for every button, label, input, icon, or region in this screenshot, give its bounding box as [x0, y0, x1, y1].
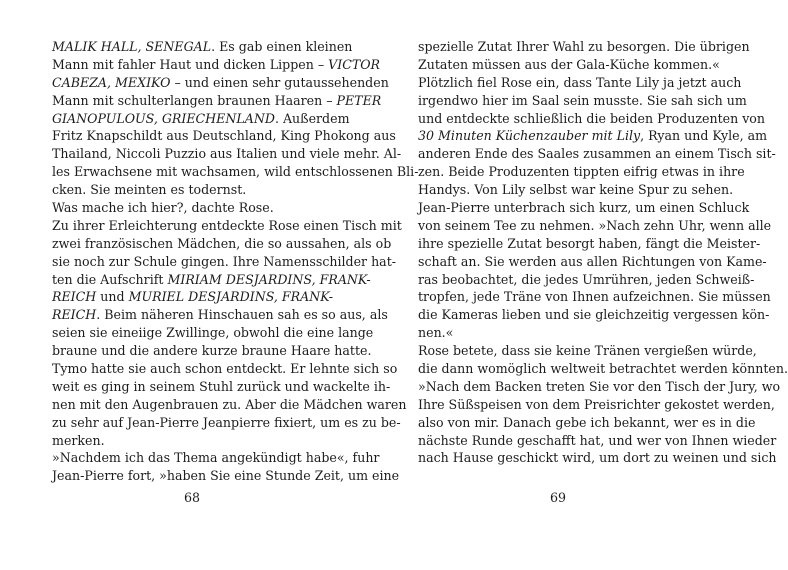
text-line: irgendwo hier im Saal sein musste. Sie sah sich um [418, 92, 747, 108]
text-line: von seinem Tee zu nehmen. »Nach zehn Uhr, wenn alle [418, 217, 772, 233]
text-line: Plötzlich fiel Rose ein, dass Tante Lily ja jetzt auch [418, 74, 742, 90]
text-line: braune und die andere kurze braune Haare hatte. [52, 343, 372, 359]
text-line: REICH. Beim näheren Hinschauen sah es so aus, als [52, 307, 388, 323]
text-line: ten die Aufschrift MIRIAM DESJARDINS, FRANK- [52, 271, 371, 287]
text-line: zu sehr auf Jean-Pierre Jeanpierre fixiert, um es zu be- [52, 414, 401, 430]
text-line: ras beobachtet, die jedes Umrühren, jeden Schweiß- [418, 271, 755, 287]
left-page-text [52, 38, 419, 485]
left-page-number: 68 [183, 490, 201, 505]
text-line: Mann mit fahler Haut und dicken Lippen – VICTOR [52, 56, 381, 72]
text-line: GIANOPULOUS, GRIECHENLAND. Außerdem [52, 110, 350, 126]
right-page-text [418, 38, 788, 467]
text-line: Jean-Pierre fort, »haben Sie eine Stunde Zeit, um eine [52, 468, 400, 484]
text-line: MALIK HALL, SENEGAL. Es gab einen kleinen [52, 39, 353, 54]
text-line: anderen Ende des Saales zusammen an einem Tisch sit- [418, 146, 776, 162]
text-line: Was mache ich hier?, dachte Rose. [52, 200, 274, 216]
text-line: nächste Runde geschafft hat, und wer von Ihnen wieder [418, 432, 777, 448]
text-line: nach Hause geschickt wird, um dort zu weinen und sich [418, 450, 777, 466]
right-page-number: 69 [549, 490, 567, 505]
text-line: Mann mit schulterlangen braunen Haaren – PETER [52, 92, 382, 108]
text-line: Zu ihrer Erleichterung entdeckte Rose einen Tisch mit [52, 217, 402, 233]
text-line: 30 Minuten Küchenzauber mit Lily, Ryan und Kyle, am [418, 128, 768, 144]
text-line: nen mit den Augenbrauen zu. Aber die Mädchen waren [52, 396, 407, 412]
text-line: zwei französischen Mädchen, die so aussahen, als ob [52, 235, 392, 251]
text-line: sie noch zur Schule gingen. Ihre Namensschilder hat- [52, 253, 397, 269]
text-line: weit es ging in seinem Stuhl zurück und wackelte ih- [52, 378, 391, 394]
text-line: merken. [52, 432, 105, 448]
text-line: nen.« [418, 325, 454, 341]
text-line: cken. Sie meinten es todernst. [52, 182, 247, 198]
text-line: tropfen, jede Träne von Ihnen aufzeichnen. Sie müssen [418, 289, 771, 305]
text-line: CABEZA, MEXIKO – und einen sehr gutaussehenden [52, 74, 389, 90]
text-line: Fritz Knapschildt aus Deutschland, King Phokong aus [52, 128, 396, 144]
text-line: Jean-Pierre unterbrach sich kurz, um einen Schluck [418, 200, 750, 216]
text-line: die Kameras lieben und sie gleichzeitig vergessen kön- [418, 307, 770, 323]
text-line: die dann womöglich weltweit betrachtet werden könnten. [418, 361, 788, 377]
text-line: »Nach dem Backen treten Sie vor den Tisch der Jury, wo [418, 378, 781, 394]
text-line: Zutaten müssen aus der Gala-Küche kommen.« [418, 56, 720, 72]
text-line: Tymo hatte sie auch schon entdeckt. Er lehnte sich so [52, 361, 398, 377]
text-line: seien sie eineiige Zwillinge, obwohl die eine lange [52, 325, 374, 341]
text-line: REICH und MURIEL DESJARDINS, FRANK- [52, 289, 334, 305]
text-line: zen. Beide Produzenten tippten eifrig etwas in ihre [418, 164, 745, 180]
text-line: Ihre Süßspeisen von dem Preisrichter gekostet werden, [418, 396, 775, 412]
text-line: schaft an. Sie werden aus allen Richtungen von Kame- [418, 253, 767, 269]
text-line: und entdeckte schließlich die beiden Produzenten von [418, 110, 765, 126]
text-line: Thailand, Niccoli Puzzio aus Italien und viele mehr. Al- [52, 146, 402, 162]
text-line: Rose betete, dass sie keine Tränen vergießen würde, [418, 343, 757, 359]
text-line: also von mir. Danach gebe ich bekannt, wer es in die [418, 414, 756, 430]
text-line: »Nachdem ich das Thema angekündigt habe«, fuhr [52, 450, 380, 466]
text-line: Handys. Von Lily selbst war keine Spur zu sehen. [418, 182, 734, 198]
text-line: ihre spezielle Zutat besorgt haben, fängt die Meister- [418, 235, 761, 251]
text-line: spezielle Zutat Ihrer Wahl zu besorgen. Die übrigen [418, 39, 750, 54]
text-line: les Erwachsene mit wachsamen, wild entschlossenen Bli- [52, 164, 419, 180]
